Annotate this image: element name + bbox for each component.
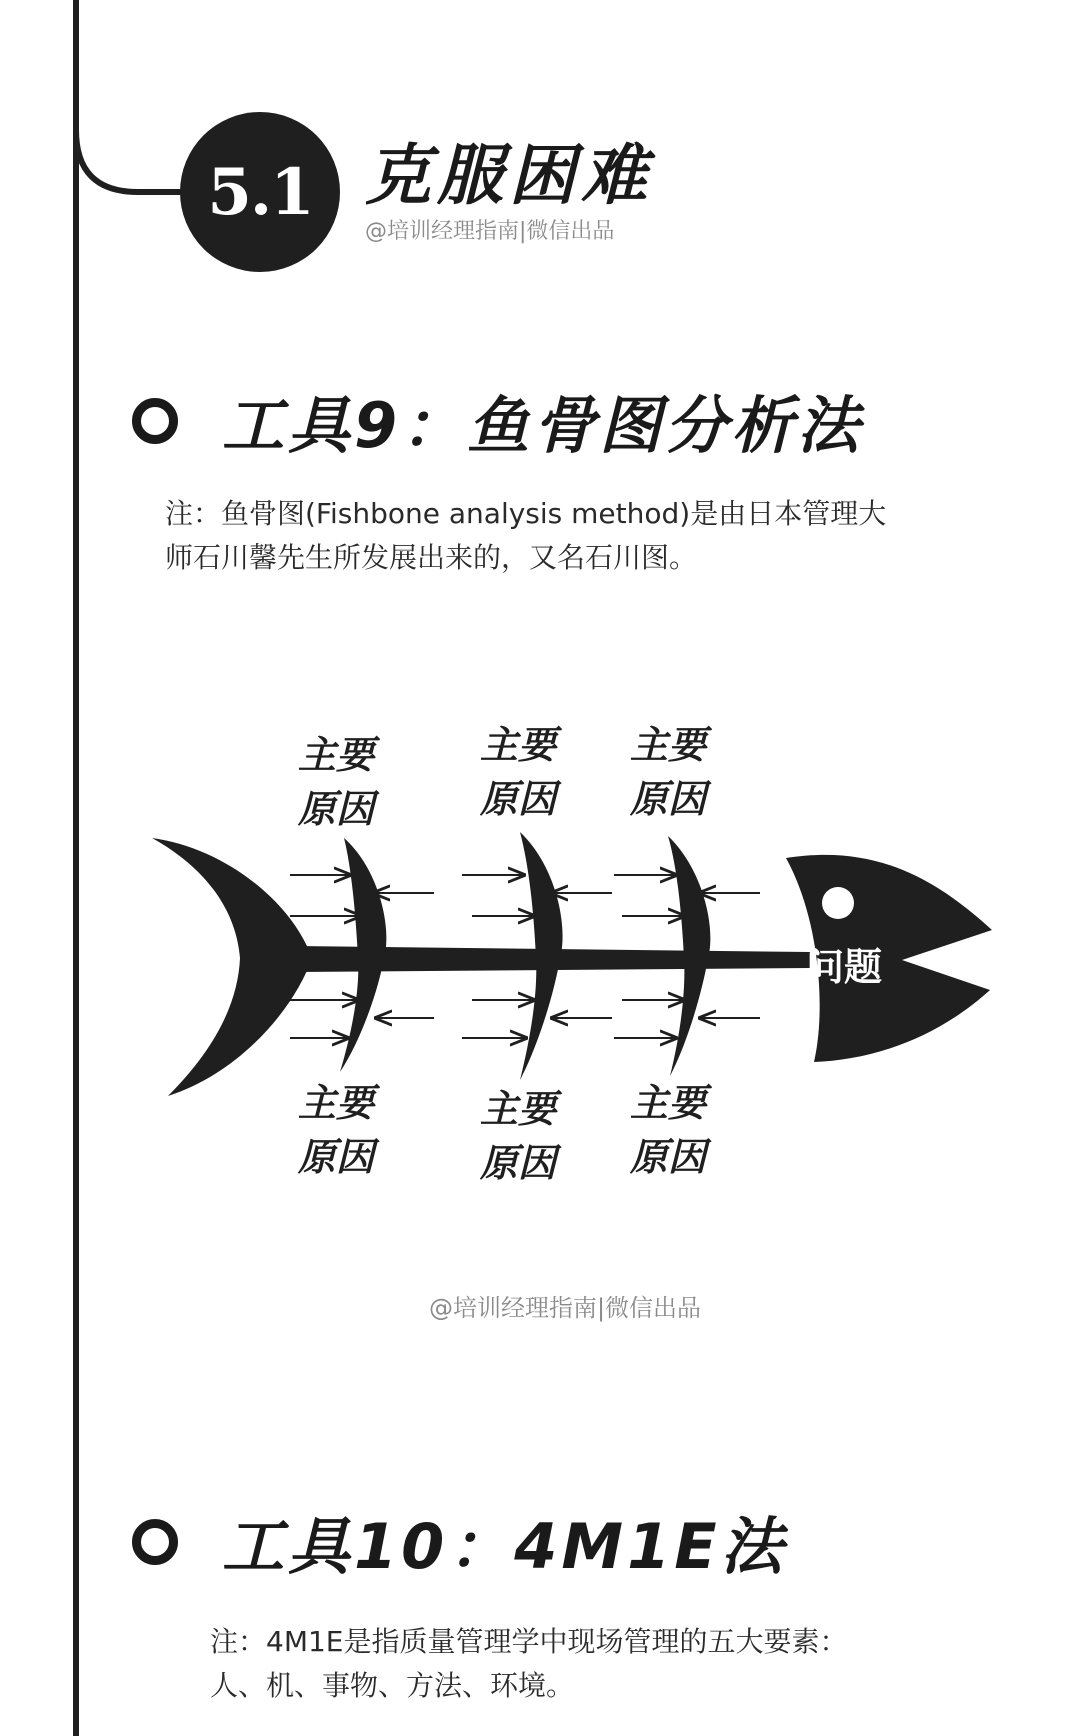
tool9-note-line: 师石川馨先生所发展出来的，又名石川图。 xyxy=(165,541,698,574)
cause-label: 原因 xyxy=(480,1141,557,1185)
tool9-title: 工具9：鱼骨图分析法 xyxy=(222,389,864,462)
head-label: 问题 xyxy=(806,945,883,989)
tool10-note-line: 人、机、事物、方法、环境。 xyxy=(210,1669,575,1702)
tool10-note-line: 注：4M1E是指质量管理学中现场管理的五大要素： xyxy=(210,1625,848,1658)
cause-label: 主要 xyxy=(480,723,557,767)
cause-label: 原因 xyxy=(630,1135,707,1179)
tool10-heading xyxy=(132,1497,787,1586)
diagram-credit: @培训经理指南|微信出品 xyxy=(428,1294,702,1322)
cause-label: 原因 xyxy=(480,777,557,821)
cause-label: 主要 xyxy=(298,1081,375,1125)
cause-label: 原因 xyxy=(298,787,375,831)
section-credit: @培训经理指南|微信出品 xyxy=(365,219,615,244)
tool10-title: 工具10：4M1E法 xyxy=(222,1510,787,1583)
bullet-ring-icon xyxy=(132,1519,178,1565)
cause-label: 原因 xyxy=(298,1135,375,1179)
tool10-note xyxy=(210,1620,847,1708)
section-title: 克服困难 xyxy=(365,137,653,214)
section-number: 5.1 xyxy=(207,154,313,230)
cause-label: 主要 xyxy=(480,1087,557,1131)
cause-label: 主要 xyxy=(298,733,375,777)
cause-label: 原因 xyxy=(630,777,707,821)
tool9-note-line: 注：鱼骨图(Fishbone analysis method)是由日本管理大 xyxy=(165,497,887,530)
cause-label: 主要 xyxy=(630,1081,707,1125)
fish-tail xyxy=(152,838,312,1096)
cause-label: 主要 xyxy=(630,723,707,767)
fish-eye-icon xyxy=(822,887,854,919)
